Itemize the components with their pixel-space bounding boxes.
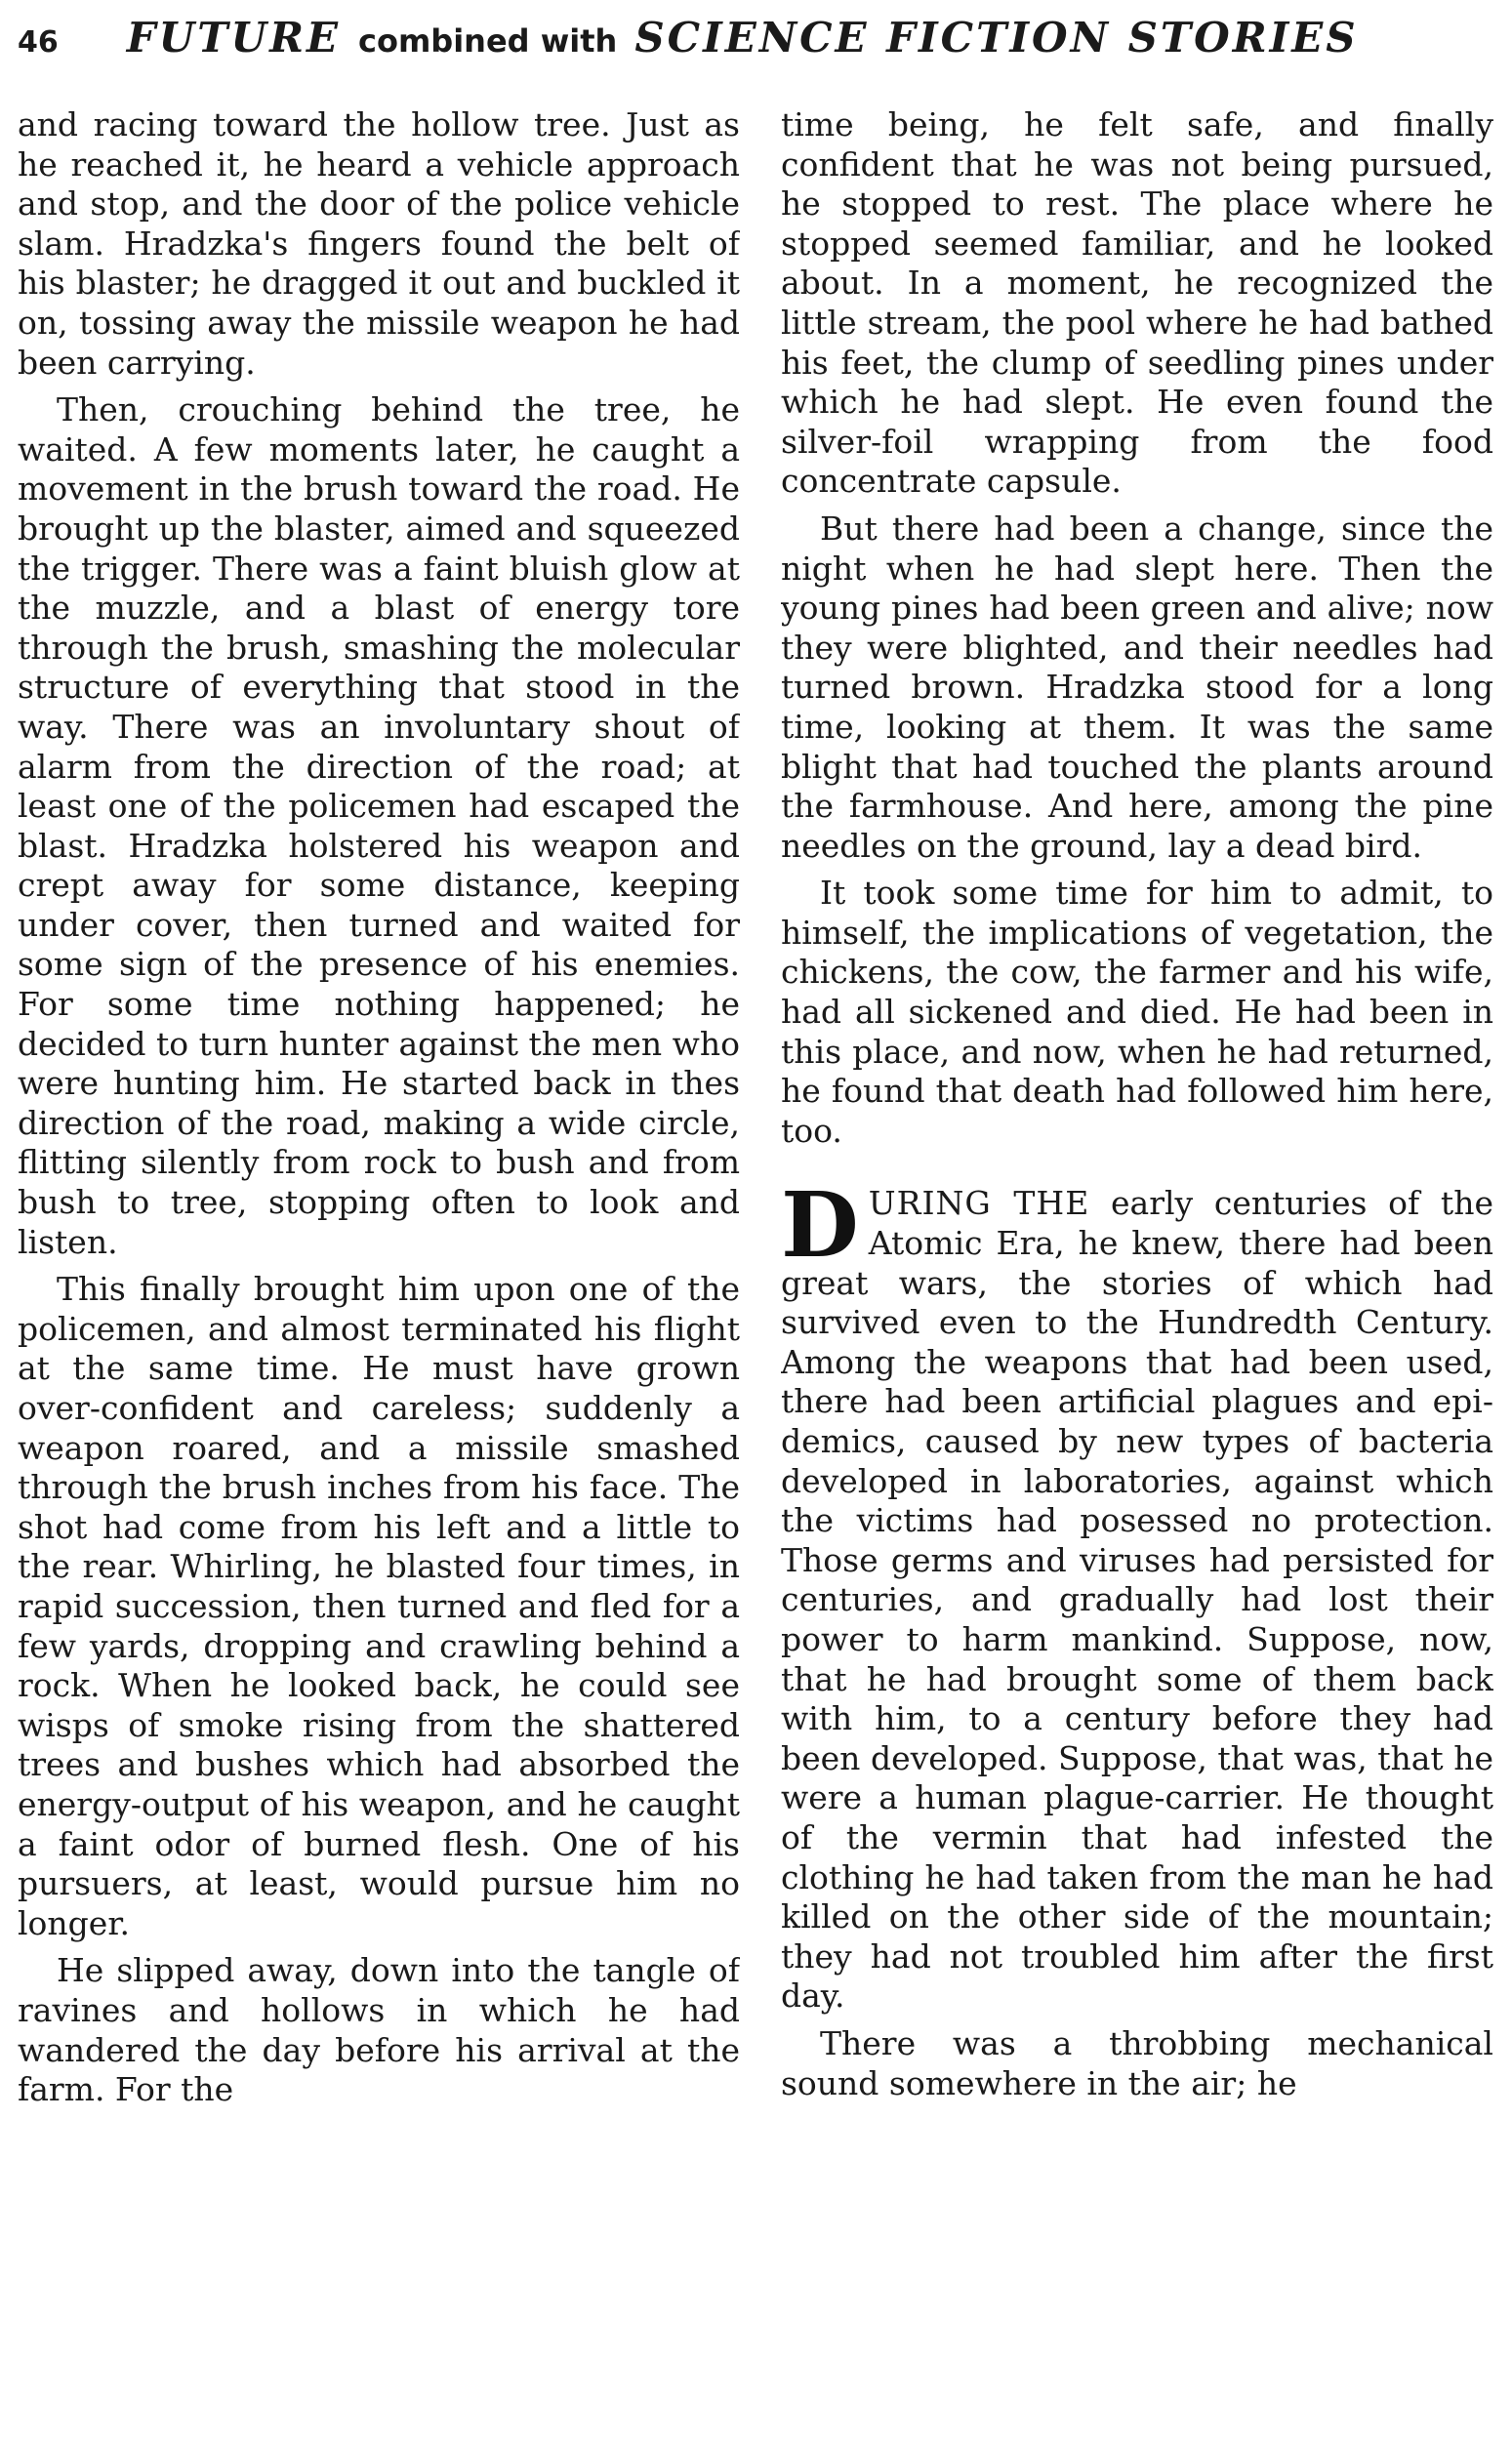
section-text: early centuries of the Atomic Era, he knew, there had been great wars, the stories of which had survived even to the Hundredth Century. Among the weapons that had been used, there had been artificial plagues and epidemics, caused by new types of bacteria developed in laboratories, against which the victims had posessed no protection. Those germs and viruses had persisted for centuries, and gradually had lost their power to harm mankind. Suppose, now, that he had brought some of them back with him, to a century before they had been developed. Suppose, that was, that he were a human plague-carrier. He thought of the vermin that had infested the clothing he had taken from the man he had killed on the other side of the mountain; they had not troubled him after the first day. xyxy=(781,1184,1493,2016)
paragraph: Then, crouching behind the tree, he waited. A few moments later, he caught a movement in the brush toward the road. He brought up the blaster, aimed and squeezed the trigger. There was a faint bluish glow at the muzzle, and a blast of energy tore through the brush, smashing the molecular structure of everything that stood in the way. There was an involuntary shout of alarm from the direction of the road; at least one of the policemen had escaped the blast. Hradzka holstered his weapon and crept away for some distance, keeping under cover, then turned and waited for some sign of the presence of his enemies. For some time nothing happened; he decided to turn hunter against the men who were hunting him. He started back in thes direction of the road, making a wide circle, flitting silently from rock to bush and from bush to tree, stopping often to look and listen. xyxy=(18,390,740,1261)
paragraph: But there had been a change, since the night when he had slept here. Then the young pines had been green and alive; now they were blighted, and their needles had turned brown. Hradzka stood for a long time, looking at them. It was the same blight that had touched the plants around the farmhouse. And here, among the pine needles on the ground, lay a dead bird. xyxy=(781,509,1493,865)
drop-cap: D xyxy=(781,1172,859,1279)
section-opening-paragraph xyxy=(781,1172,1493,2016)
page-number: 46 xyxy=(18,25,59,60)
left-column xyxy=(18,105,740,2438)
lead-caps: URING THE xyxy=(868,1184,1090,1223)
paragraph: This finally brought him upon one of the policemen, and almost terminated his flight at the same time. He must have grown over-confident and careless; suddenly a weapon roared, and a missile smashed through the brush inches from his face. The shot had come from his left and a little to the rear. Whirling, he blasted four times, in rapid succession, then turned and fled for a few yards, dropping and crawling behind a rock. When he looked back, he could see wisps of smoke rising from the shattered trees and bushes which had absorbed the energy-output of his weapon, and he caught a faint odor of burned flesh. One of his pursuers, at least, would pursue him no longer. xyxy=(18,1270,740,1942)
combined-with-label: combined with xyxy=(358,22,618,60)
page-header xyxy=(18,14,1501,72)
paragraph: It took some time for him to admit, to himself, the implications of vegetation, the chickens, the cow, the farmer and his wife, had all sickened and died. He had been in this place, and now, when he had returned, he found that death had followed him here, too. xyxy=(781,874,1493,1150)
right-column xyxy=(781,105,1493,2438)
companion-title: SCIENCE FICTION STORIES xyxy=(634,14,1359,61)
paragraph: and racing toward the hollow tree. Just as he reached it, he heard a vehicle approach and stop, and the door of the police vehicle slam. Hradzka's fingers found the belt of his blaster; he dragged it out and buckled it on, tossing away the missile weapon he had been carrying. xyxy=(18,105,740,382)
paragraph: There was a throbbing mechanical sound somewhere in the air; he xyxy=(781,2023,1493,2102)
paragraph: time being, he felt safe, and finally confident that he was not being pursued, he stopped to rest. The place where he stopped seemed familiar, and he looked about. In a moment, he recognized the little stream, the pool where he had bathed his feet, the clump of seedling pines under which he had slept. He even found the silver-foil wrapping from the food concentrate capsule. xyxy=(781,105,1493,501)
magazine-title: FUTURE xyxy=(126,14,341,61)
paragraph: He slipped away, down into the tangle of ravines and hollows in which he had wandered the day before his arrival at the farm. For the xyxy=(18,1951,740,2109)
